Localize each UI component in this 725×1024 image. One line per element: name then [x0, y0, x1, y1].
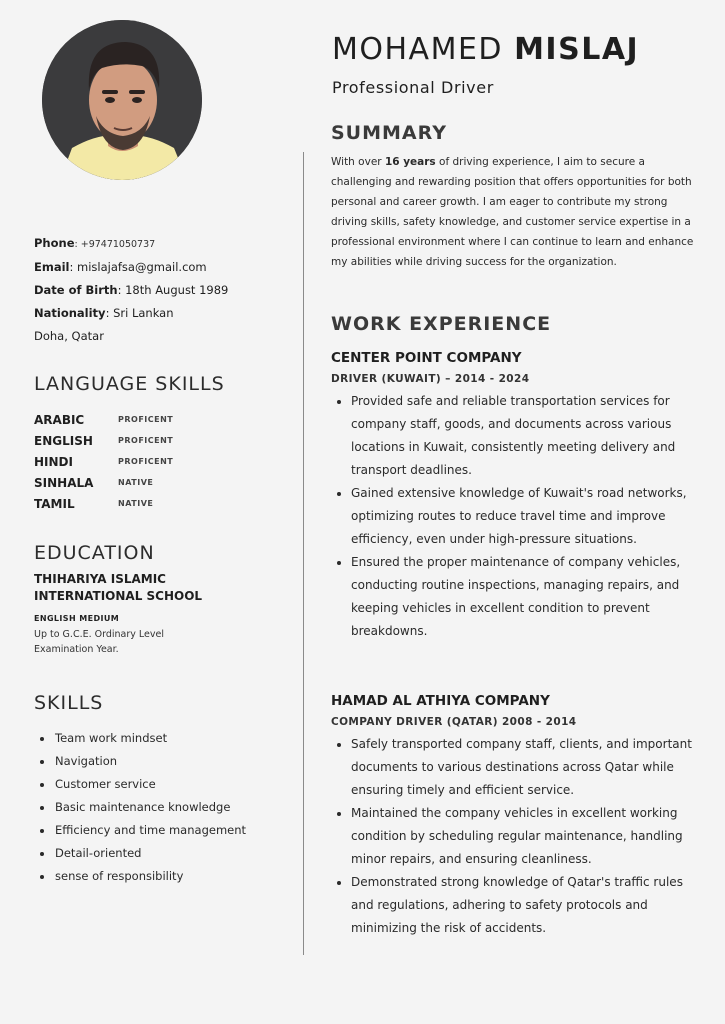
email-value: : mislajafsa@gmail.com: [69, 260, 207, 274]
full-name: [332, 32, 639, 67]
job-bullet: • Demonstrated strong knowledge of Qatar's traffic rules and regulations, adhering to safety protocols and minimizing the risk of accidents.: [351, 871, 696, 940]
company-name: CENTER POINT COMPANY: [331, 350, 522, 366]
summary-text: [331, 152, 696, 272]
email-line: [34, 256, 228, 279]
language-name: ARABIC: [34, 413, 85, 427]
language-item: [34, 455, 254, 476]
education-heading: EDUCATION: [34, 542, 155, 564]
language-level: NATIVE: [118, 499, 154, 508]
language-level: PROFICENT: [118, 415, 174, 424]
first-name: MOHAMED: [332, 32, 504, 67]
job-bullet: • Ensured the proper maintenance of company vehicles, conducting routine inspections, managing repairs, and keeping vehicles in excellent condition to prevent breakdowns.: [351, 551, 696, 643]
job-bullets: [331, 733, 696, 940]
language-level: NATIVE: [118, 478, 154, 487]
language-level: PROFICENT: [118, 436, 174, 445]
skill-item: • Team work mindset: [54, 727, 314, 750]
job-role: DRIVER (KUWAIT) – 2014 - 2024: [331, 373, 530, 385]
skill-item: • sense of responsibility: [54, 865, 314, 888]
school-name-line2: INTERNATIONAL SCHOOL: [34, 589, 203, 603]
nationality-line: [34, 302, 228, 325]
education-block: [34, 571, 294, 657]
job-bullet: • Maintained the company vehicles in excellent working condition by scheduling regular maintenance, handling minor repairs, and ensuring cleanliness.: [351, 802, 696, 871]
company-name: HAMAD AL ATHIYA COMPANY: [331, 693, 550, 709]
summary-highlight: 16 years: [384, 156, 436, 168]
education-detail-line1: Up to G.C.E. Ordinary Level: [34, 629, 164, 640]
skill-item: • Basic maintenance knowledge: [54, 796, 314, 819]
column-divider: [303, 152, 304, 955]
education-medium: ENGLISH MEDIUM: [34, 614, 120, 623]
contact-info: [34, 232, 228, 348]
dob-line: [34, 279, 228, 302]
language-name: ENGLISH: [34, 434, 93, 448]
email-label: Email: [34, 260, 70, 274]
job-bullet: • Gained extensive knowledge of Kuwait's road networks, optimizing routes to reduce travel time and improve efficiency, even under high-pressure situations.: [351, 482, 696, 551]
summary-body: of driving experience, I aim to secure a challenging and rewarding position that offers opportunities for both personal and career growth. I am eager to contribute my strong driving skills, safety knowledge, and customer service expertise in a professional environment where I can continue to learn and enhance my abilities while driving success for the organization.: [331, 156, 694, 268]
location: Doha, Qatar: [34, 329, 104, 343]
language-list: [34, 413, 264, 523]
nationality-label: Nationality: [34, 306, 106, 320]
work-experience-heading: WORK EXPERIENCE: [331, 313, 552, 335]
job-bullet: • Safely transported company staff, clients, and important documents to various destinations across Qatar while ensuring timely and efficient service.: [351, 733, 696, 802]
summary-heading: SUMMARY: [331, 122, 447, 144]
summary-prefix: With over: [331, 156, 385, 168]
last-name: MISLAJ: [514, 32, 640, 67]
education-detail-line2: Examination Year.: [34, 644, 119, 655]
language-name: TAMIL: [34, 497, 75, 511]
phone-line: [34, 232, 228, 256]
job-bullet: • Provided safe and reliable transportation services for company staff, goods, and documents across various locations in Kuwait, consistently meeting delivery and transport deadlines.: [351, 390, 696, 482]
language-name: HINDI: [34, 455, 73, 469]
profile-photo-illustration: [42, 20, 202, 180]
language-skills-heading: LANGUAGE SKILLS: [34, 373, 225, 395]
skill-item: • Detail-oriented: [54, 842, 314, 865]
job-role: COMPANY DRIVER (QATAR) 2008 - 2014: [331, 716, 577, 728]
job-entry: [331, 350, 701, 643]
language-item: [34, 476, 254, 497]
job-entry: [331, 693, 701, 940]
skill-item: • Customer service: [54, 773, 314, 796]
language-level: PROFICENT: [118, 457, 174, 466]
skill-item: • Efficiency and time management: [54, 819, 314, 842]
profile-photo: [42, 20, 202, 180]
language-item: [34, 497, 254, 518]
skill-item: • Navigation: [54, 750, 314, 773]
skills-list: [34, 727, 314, 888]
nationality-value: : Sri Lankan: [105, 306, 174, 320]
language-item: [34, 413, 254, 434]
school-name-line1: THIHARIYA ISLAMIC: [34, 572, 166, 586]
job-bullets: [331, 390, 696, 643]
phone-label: Phone: [34, 236, 75, 250]
dob-value: : 18th August 1989: [117, 283, 229, 297]
phone-value: : +97471050737: [74, 239, 156, 250]
job-title: Professional Driver: [332, 78, 494, 97]
skills-heading: SKILLS: [34, 692, 104, 714]
language-name: SINHALA: [34, 476, 94, 490]
dob-label: Date of Birth: [34, 283, 118, 297]
language-item: [34, 434, 254, 455]
